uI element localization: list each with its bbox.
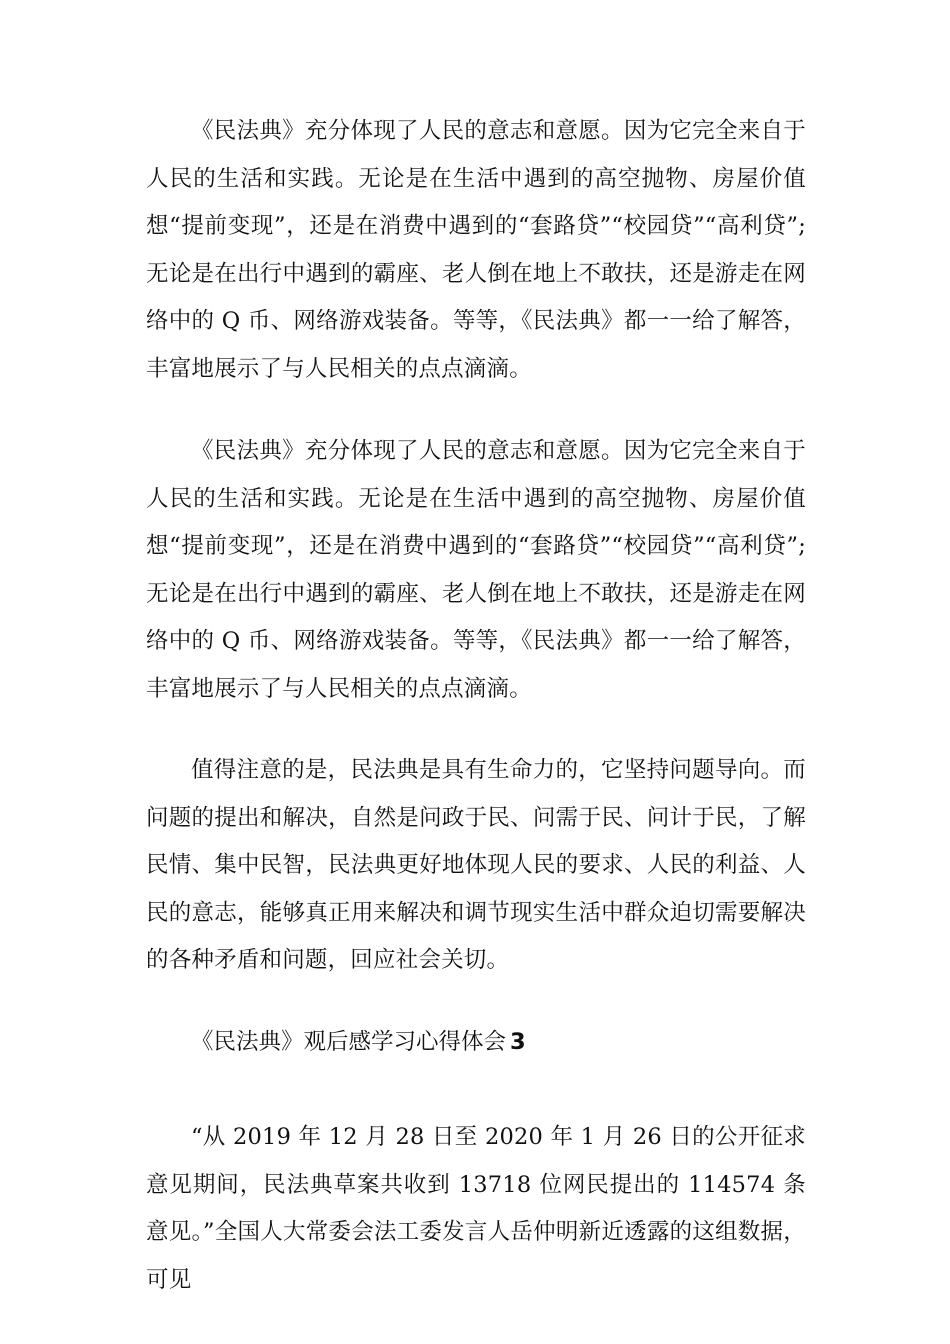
section-heading-text: 《民法典》观后感学习心得体会 bbox=[191, 1029, 507, 1055]
body-paragraph: 《民法典》充分体现了人民的意志和意愿。因为它完全来自于人民的生活和实践。无论是在生活中遇到的高空抛物、房屋价值想“提前变现”，还是在消费中遇到的“套路贷”“校园贷”“高利贷”;无论是在出行中遇到的霸座、老人倒在地上不敢扶，还是游走在网络中的 Q 币、网络游戏装备。等等，《民法典》都一一给了解答，丰富地展示了与人民相关的点点滴滴。 bbox=[146, 118, 806, 382]
body-paragraph: 值得注意的是，民法典是具有生命力的，它坚持问题导向。而问题的提出和解决，自然是问政于民、问需于民、问计于民，了解民情、集中民智，民法典更好地体现人民的要求、人民的利益、人民的意志，能够真正用来解决和调节现实生活中群众迫切需要解决的各种矛盾和问题，回应社会关切。 bbox=[146, 757, 806, 973]
section-heading bbox=[191, 1019, 526, 1067]
body-paragraph: “从 2019 年 12 月 28 日至 2020 年 1 月 26 日的公开征求意见期间，民法典草案共收到 13718 位网民提出的 114574 条意见。”全国人大常委会法工委发言人岳仲明新近透露的这组数据，可见 bbox=[146, 1124, 806, 1293]
body-paragraph: 《民法典》充分体现了人民的意志和意愿。因为它完全来自于人民的生活和实践。无论是在生活中遇到的高空抛物、房屋价值想“提前变现”，还是在消费中遇到的“套路贷”“校园贷”“高利贷”;无论是在出行中遇到的霸座、老人倒在地上不敢扶，还是游走在网络中的 Q 币、网络游戏装备。等等，《民法典》都一一给了解答，丰富地展示了与人民相关的点点滴滴。 bbox=[146, 438, 806, 702]
section-heading-number: 3 bbox=[510, 1029, 526, 1055]
